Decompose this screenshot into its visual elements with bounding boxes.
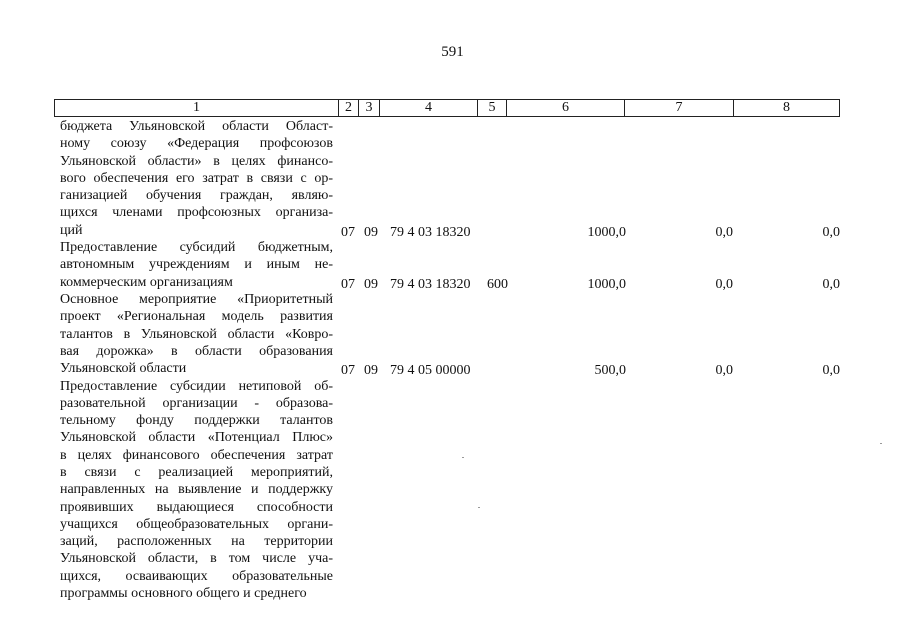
description-line: Основное мероприятие «Приоритетный bbox=[60, 292, 333, 307]
header-col-3: 3 bbox=[359, 100, 380, 116]
cell-subsection: 09 bbox=[364, 224, 378, 240]
description-line: программы основного общего и среднего bbox=[60, 586, 307, 602]
cell-target-article: 79 4 05 00000 bbox=[390, 363, 471, 379]
cell-amount-col8: 0,0 bbox=[822, 224, 840, 240]
cell-section: 07 bbox=[341, 224, 355, 240]
cell-amount-col6: 1000,0 bbox=[587, 224, 626, 240]
description-line: ций bbox=[60, 222, 83, 238]
header-col-4: 4 bbox=[380, 100, 478, 116]
table-row bbox=[60, 239, 850, 291]
description-line: Ульяновской области bbox=[60, 361, 187, 377]
table-header bbox=[54, 99, 840, 117]
description-line: вая дорожка» в области образования bbox=[60, 343, 333, 359]
header-col-7: 7 bbox=[625, 100, 734, 116]
cell-target-article: 79 4 03 18320 bbox=[390, 276, 471, 292]
header-col-8: 8 bbox=[783, 100, 790, 115]
table-row bbox=[60, 378, 850, 603]
cell-target-article: 79 4 03 18320 bbox=[390, 224, 471, 240]
description-line: тельному фонду поддержки талантов bbox=[60, 413, 333, 429]
cell-section: 07 bbox=[341, 276, 355, 292]
row-description bbox=[60, 378, 333, 603]
row-description bbox=[60, 239, 333, 291]
cell-amount-col8: 0,0 bbox=[822, 276, 840, 292]
description-line: в связи с реализацией мероприятий, bbox=[60, 464, 333, 480]
scan-speck bbox=[478, 507, 480, 508]
description-line: учащихся общеобразовательных органи- bbox=[60, 516, 333, 532]
cell-expense-type: 600 bbox=[487, 276, 508, 292]
scan-speck bbox=[462, 457, 464, 458]
description-line: коммерческим организациям bbox=[60, 274, 233, 290]
scan-speck bbox=[880, 443, 882, 444]
description-line: талантов в Ульяновской области «Ковро- bbox=[60, 326, 333, 342]
cell-amount-col8: 0,0 bbox=[822, 363, 840, 379]
description-line: вого обеспечения его затрат в связи с ор- bbox=[60, 170, 333, 186]
row-description bbox=[60, 291, 333, 377]
row-description bbox=[60, 118, 333, 239]
page-number: 591 bbox=[441, 44, 464, 60]
description-line: разовательной организации - образова- bbox=[60, 395, 333, 411]
header-col-6: 6 bbox=[507, 100, 625, 116]
description-line: направленных на выявление и поддержку bbox=[60, 482, 333, 498]
header-col-1: 1 bbox=[55, 100, 339, 116]
description-line: щихся членами профсоюзных организа- bbox=[60, 205, 333, 221]
description-line: проявивших выдающиеся способности bbox=[60, 499, 333, 515]
description-line: автономным учреждениям и иным не- bbox=[60, 257, 333, 273]
description-line: Предоставление субсидий бюджетным, bbox=[60, 240, 333, 256]
description-line: Ульяновской области, в том числе уча- bbox=[60, 551, 333, 567]
table-row bbox=[60, 118, 850, 239]
description-line: Предоставление субсидии нетиповой об- bbox=[60, 378, 333, 394]
cell-amount-col6: 500,0 bbox=[594, 363, 626, 379]
cell-section: 07 bbox=[341, 363, 355, 379]
cell-amount-col6: 1000,0 bbox=[587, 276, 626, 292]
description-line: ганизацией обучения граждан, являю- bbox=[60, 188, 333, 204]
header-col-2: 2 bbox=[339, 100, 359, 116]
description-line: ному союзу «Федерация профсоюзов bbox=[60, 136, 333, 152]
description-line: Ульяновской области «Потенциал Плюс» bbox=[60, 430, 333, 446]
description-line: проект «Региональная модель развития bbox=[60, 309, 333, 325]
table-row bbox=[60, 291, 850, 378]
description-line: заций, расположенных на территории bbox=[60, 534, 333, 550]
cell-amount-col7: 0,0 bbox=[715, 224, 733, 240]
description-line: Ульяновской области» в целях финансо- bbox=[60, 153, 333, 169]
cell-amount-col7: 0,0 bbox=[715, 276, 733, 292]
cell-subsection: 09 bbox=[364, 276, 378, 292]
description-line: щихся, осваивающих образовательные bbox=[60, 568, 333, 584]
cell-amount-col7: 0,0 bbox=[715, 363, 733, 379]
header-col-5: 5 bbox=[478, 100, 507, 116]
description-line: в целях финансового обеспечения затрат bbox=[60, 447, 333, 463]
description-line: бюджета Ульяновской области Област- bbox=[60, 119, 333, 134]
cell-subsection: 09 bbox=[364, 363, 378, 379]
